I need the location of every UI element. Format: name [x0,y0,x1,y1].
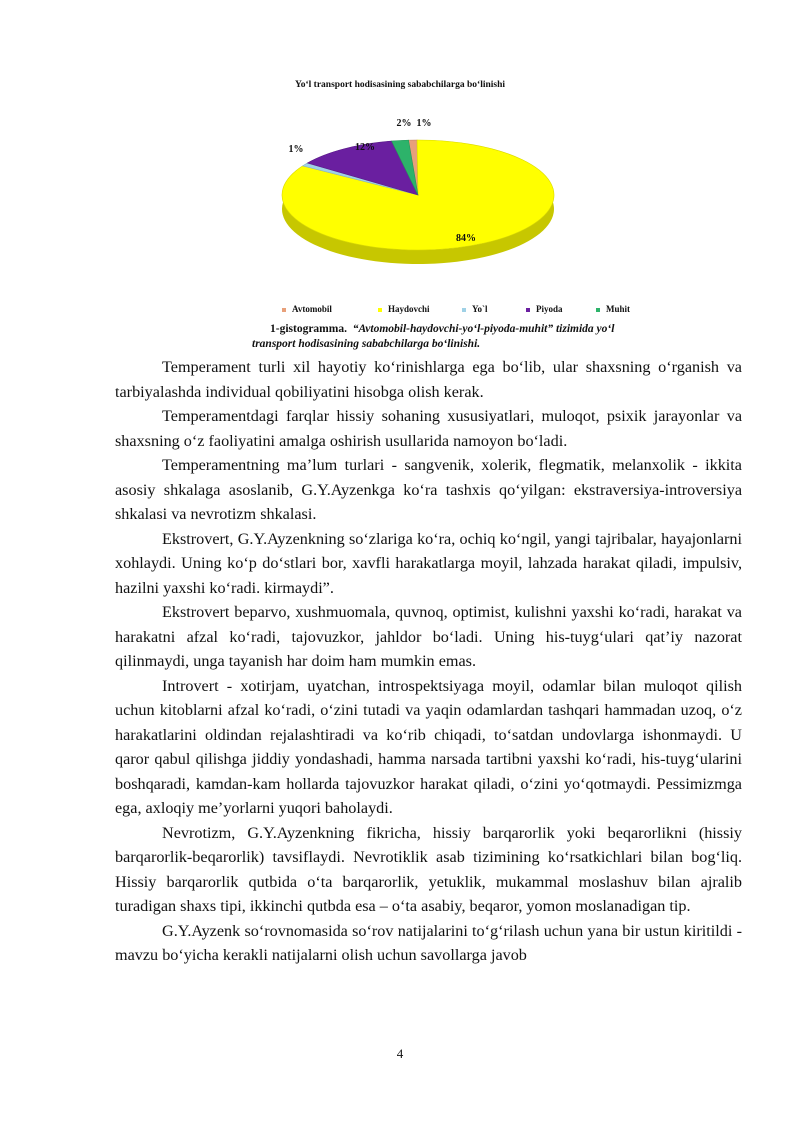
pie-data-label: 12% [355,142,375,153]
legend-item-piyoda [526,304,563,314]
caption-title-line1: “Avtomobil-haydovchi-yo‘l-piyoda-muhit” tizimida yo‘l [352,323,615,335]
pie-data-label: 2% [396,118,412,129]
legend-label: Yo`l [472,304,488,314]
legend-swatch [378,308,382,312]
paragraph: Temperamentdagi farqlar hissiy sohaning xususiyatlari, muloqot, psixik jarayonlar va shaxsning o‘z faoliyatini amalga oshirish usullarida namoyon bo‘ladi. [115,407,742,450]
paragraph: G.Y.Ayzenk so‘rovnomasida so‘rov natijalarini to‘g‘rilash uchun yana bir ustun kiritildi - mavzu bo‘yicha kerakli natijalarni olish uchun savollarga javob [115,921,742,964]
page-number: 4 [396,1046,404,1061]
pie-chart [0,100,800,300]
pie-tops [282,140,554,250]
caption-title-line2: transport hodisasining sababchilarga bo‘linishi. [252,338,481,350]
legend-item-muhit [596,304,630,314]
paragraph: Temperament turli xil hayotiy ko‘rinishlarga ega bo‘lib, ular shaxsning o‘rganish va tarbiyalashda individual qobiliyatini hisobga olish kerak. [115,358,742,401]
legend-swatch [462,308,466,312]
pie-data-label: 1% [416,118,432,129]
legend-swatch [596,308,600,312]
paragraph: Ekstrovert beparvo, xushmuomala, quvnoq, optimist, kulishni yaxshi ko‘radi, harakat va harakatni afzal ko‘radi, tajovuzkor, jahldor bo‘ladi. Uning his-tuyg‘ulari qat’iy nazorat qilinmaydi, unga tayanish har doim ham mumkin emas. [115,603,742,670]
paragraph: Introvert - xotirjam, uyatchan, introspektsiyaga moyil, odamlar bilan muloqot qilish uchun kitoblarni afzal ko‘radi, o‘zini tutadi va yaqin odamlardan tashqari hammadan uzoq, o‘z harakatlarini oldindan rejalashtiradi va ko‘rib chiqadi, to‘satdan undovlarga ishonmaydi. U qaror qabul qilishga jiddiy yondashadi, hamma narsada tartibni yaxshi ko‘radi, his-tuyg‘ularini boshqaradi, kamdan-kam hollarda tajovuzkor harakat qiladi, o‘zini yo‘qotmaydi. Pessimizmga ega, axloqiy me’yorlarni yuqori baholaydi. [115,676,742,817]
legend-swatch [282,308,286,312]
chart-legend [270,304,650,318]
legend-swatch [526,308,530,312]
legend-item-haydovchi [378,304,430,314]
caption-number: 1-gistogramma. [270,323,347,335]
paragraph: Nevrotizm, G.Y.Ayzenkning fikricha, hissiy barqarorlik yoki beqarorlikni (hissiy barqarorlik-beqarorlik) tavsiflaydi. Nevrotiklik asab tizimining ko‘rsatkichlari bilan bog‘liq. Hissiy barqarorlik qutbida o‘ta barqarorlik, yetuklik, mukammal moslashuv bilan ajralib turadigan shaxs tipi, ikkinchi qutbda esa – o‘ta asabiy, beqaror, yomon moslanadigan tip. [115,823,742,915]
legend-item-yol [462,304,488,314]
paragraph: Temperamentning ma’lum turlari - sangvenik, xolerik, flegmatik, melanxolik - ikkita asosiy shkalaga asoslanib, G.Y.Ayzenkga ko‘ra tashxis qo‘yilgan: ekstraversiya-introversiya shkalasi va nevrotizm shkalasi. [115,456,742,523]
legend-label: Haydovchi [388,304,430,314]
chart-title: Yo‘l transport hodisasining sababchilarga bo‘linishi [294,80,506,90]
legend-item-avtomobil [282,304,332,314]
legend-label: Piyoda [536,304,563,314]
legend-label: Avtomobil [292,304,332,314]
paragraph: Ekstrovert, G.Y.Ayzenkning so‘zlariga ko‘ra, ochiq ko‘ngil, yangi tajribalar, hayajonlarni xohlaydi. Uning ko‘p do‘stlari bor, xavfli harakatlarga moyil, lahzada harakat qiladi, impulsiv, hazilni yaxshi ko‘radi. kirmaydi”. [115,529,742,597]
pie-data-label: 1% [288,144,304,155]
legend-label: Muhit [606,304,631,314]
body-text [115,355,742,968]
pie-data-label: 84% [456,233,476,244]
figure-caption [252,322,692,352]
